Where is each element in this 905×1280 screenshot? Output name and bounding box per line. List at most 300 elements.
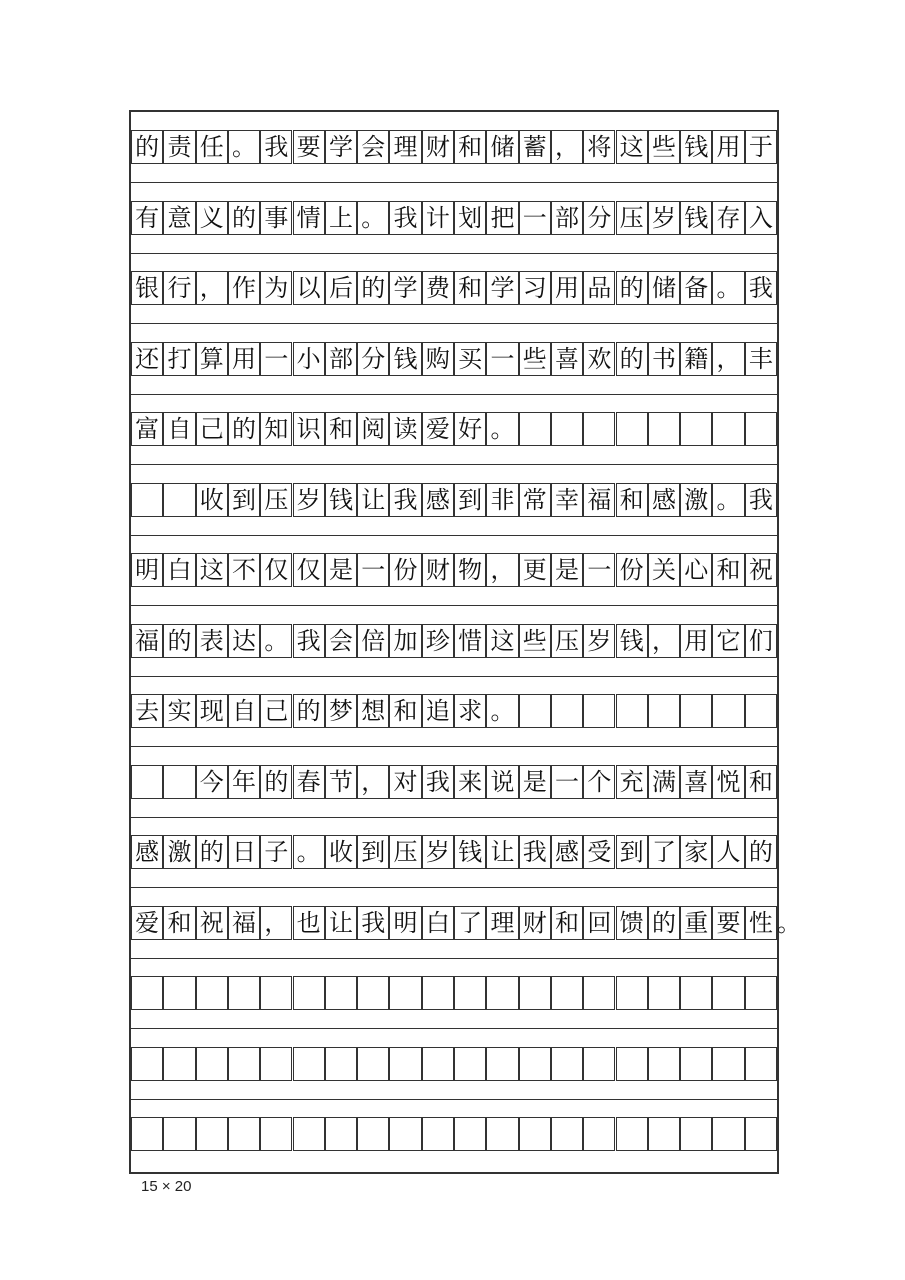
grid-cell: 部	[551, 201, 583, 235]
grid-cell: 这	[616, 130, 648, 164]
grid-cell	[648, 1117, 680, 1151]
grid-cell: 要	[293, 130, 325, 164]
grid-cell: 我	[357, 906, 389, 940]
grid-cell: 责	[163, 130, 195, 164]
grid-cell	[519, 1047, 551, 1081]
grid-cell: 关	[648, 553, 680, 587]
grid-cell: 小	[293, 342, 325, 376]
grid-cell: 感	[648, 483, 680, 517]
grid-cell: 到	[228, 483, 260, 517]
grid-cell: 算	[196, 342, 228, 376]
row-separator-line	[131, 182, 777, 183]
grid-cell	[131, 976, 163, 1010]
grid-cell: 来	[454, 765, 486, 799]
grid-cell: 知	[260, 412, 292, 446]
grid-cell: 任	[196, 130, 228, 164]
grid-cell	[745, 412, 777, 446]
grid-cell: 和	[389, 694, 421, 728]
grid-cell	[616, 976, 648, 1010]
grid-cell: 意	[163, 201, 195, 235]
grid-cell: 的	[228, 201, 260, 235]
grid-cell: 行	[163, 271, 195, 305]
grid-cell: 今	[196, 765, 228, 799]
grid-cell	[293, 976, 325, 1010]
grid-cell	[357, 1047, 389, 1081]
grid-cell	[325, 976, 357, 1010]
grid-cell: 学	[486, 271, 518, 305]
grid-cell	[389, 1117, 421, 1151]
grid-cell: 我	[745, 271, 777, 305]
grid-cell: 让	[486, 835, 518, 869]
grid-cell: 钱	[680, 201, 712, 235]
grid-cell: 感	[131, 835, 163, 869]
grid-cell: 压	[551, 624, 583, 658]
grid-cell: 也	[293, 906, 325, 940]
grid-size-label: 15 × 20	[141, 1178, 192, 1195]
grid-cell	[745, 1047, 777, 1081]
grid-cell: 馈	[616, 906, 648, 940]
grid-cell: 日	[228, 835, 260, 869]
grid-cell: 爱	[422, 412, 454, 446]
grid-cell	[519, 976, 551, 1010]
grid-cell: 我	[519, 835, 551, 869]
grid-cell	[131, 765, 163, 799]
grid-cell: 人	[712, 835, 744, 869]
grid-cell: 白	[163, 553, 195, 587]
grid-cell: 份	[389, 553, 421, 587]
grid-cell: 部	[325, 342, 357, 376]
grid-cell: 和	[163, 906, 195, 940]
row-separator-line	[131, 817, 777, 818]
grid-cell	[260, 1047, 292, 1081]
grid-cell: 珍	[422, 624, 454, 658]
grid-cell	[648, 976, 680, 1010]
grid-cell: 和	[712, 553, 744, 587]
grid-cell	[616, 1117, 648, 1151]
grid-cell: 和	[551, 906, 583, 940]
grid-cell: 自	[163, 412, 195, 446]
grid-cell: 物	[454, 553, 486, 587]
grid-cell: 我	[389, 201, 421, 235]
grid-cell: 。	[712, 271, 744, 305]
grid-cell: ，	[196, 271, 228, 305]
grid-cell: 更	[519, 553, 551, 587]
grid-cell: 入	[745, 201, 777, 235]
grid-cell: 用	[712, 130, 744, 164]
grid-cell	[616, 694, 648, 728]
grid-cell: 达	[228, 624, 260, 658]
grid-cell: 不	[228, 553, 260, 587]
grid-cell: 财	[422, 553, 454, 587]
grid-cell: 。	[357, 201, 389, 235]
row-separator-line	[131, 676, 777, 677]
grid-cell: 识	[293, 412, 325, 446]
grid-cell: 。	[712, 483, 744, 517]
grid-cell: 激	[163, 835, 195, 869]
grid-cell: 学	[389, 271, 421, 305]
grid-cell: 的	[260, 765, 292, 799]
grid-cell: 钱	[325, 483, 357, 517]
grid-cell: 岁	[293, 483, 325, 517]
grid-cell	[163, 1047, 195, 1081]
grid-cell: 对	[389, 765, 421, 799]
grid-cell: 了	[648, 835, 680, 869]
grid-cell: 钱	[454, 835, 486, 869]
grid-cell	[454, 1117, 486, 1151]
grid-cell: 子	[260, 835, 292, 869]
grid-cell	[454, 976, 486, 1010]
grid-cell: 储	[648, 271, 680, 305]
grid-cell: 我	[422, 765, 454, 799]
grid-cell: 表	[196, 624, 228, 658]
grid-cell	[583, 976, 615, 1010]
grid-cell: 为	[260, 271, 292, 305]
grid-cell: 一	[583, 553, 615, 587]
grid-cell	[680, 976, 712, 1010]
grid-cell: 祝	[196, 906, 228, 940]
grid-cell: 倍	[357, 624, 389, 658]
grid-cell: 存	[712, 201, 744, 235]
grid-cell	[745, 1117, 777, 1151]
grid-cell	[163, 1117, 195, 1151]
grid-cell: 己	[196, 412, 228, 446]
grid-cell	[325, 1117, 357, 1151]
grid-cell: 还	[131, 342, 163, 376]
grid-cell: 我	[260, 130, 292, 164]
grid-cell	[163, 483, 195, 517]
grid-cell	[745, 694, 777, 728]
grid-cell: 仅	[293, 553, 325, 587]
grid-cell: ，	[712, 342, 744, 376]
grid-cell: 一	[519, 201, 551, 235]
grid-cell	[196, 1117, 228, 1151]
grid-cell: 的	[357, 271, 389, 305]
grid-cell: 蓄	[519, 130, 551, 164]
grid-cell: 习	[519, 271, 551, 305]
grid-cell: 压	[616, 201, 648, 235]
grid-cell: 和	[325, 412, 357, 446]
grid-cell: 激	[680, 483, 712, 517]
grid-cell	[293, 1047, 325, 1081]
grid-cell: 性	[745, 906, 777, 940]
grid-cell	[745, 976, 777, 1010]
grid-cell: 作	[228, 271, 260, 305]
grid-cell: 一	[486, 342, 518, 376]
grid-cell: 财	[422, 130, 454, 164]
grid-cell: 划	[454, 201, 486, 235]
grid-cell	[583, 694, 615, 728]
grid-cell: 富	[131, 412, 163, 446]
grid-cell: 追	[422, 694, 454, 728]
grid-cell: 个	[583, 765, 615, 799]
grid-cell	[228, 1117, 260, 1151]
grid-cell: 梦	[325, 694, 357, 728]
grid-cell: 的	[131, 130, 163, 164]
grid-cell	[486, 1047, 518, 1081]
grid-cell: 学	[325, 130, 357, 164]
grid-cell	[680, 1117, 712, 1151]
grid-cell: 义	[196, 201, 228, 235]
grid-cell	[712, 412, 744, 446]
grid-cell: 钱	[616, 624, 648, 658]
grid-cell: 把	[486, 201, 518, 235]
grid-cell: 福	[131, 624, 163, 658]
grid-cell: 是	[551, 553, 583, 587]
grid-cell: 喜	[551, 342, 583, 376]
grid-cell: 丰	[745, 342, 777, 376]
grid-cell: 一	[260, 342, 292, 376]
grid-cell	[486, 1117, 518, 1151]
grid-cell: 书	[648, 342, 680, 376]
row-separator-line	[131, 1028, 777, 1029]
row-separator-line	[131, 958, 777, 959]
grid-cell: 受	[583, 835, 615, 869]
grid-cell: 幸	[551, 483, 583, 517]
grid-cell: 和	[454, 130, 486, 164]
grid-cell	[648, 1047, 680, 1081]
grid-cell: 到	[454, 483, 486, 517]
grid-cell: 了	[454, 906, 486, 940]
grid-cell: 财	[519, 906, 551, 940]
grid-cell: 加	[389, 624, 421, 658]
grid-cell: 钱	[389, 342, 421, 376]
grid-cell: 满	[648, 765, 680, 799]
grid-cell: 。	[486, 412, 518, 446]
grid-cell: 我	[389, 483, 421, 517]
grid-cell: 非	[486, 483, 518, 517]
grid-cell: 的	[616, 271, 648, 305]
grid-cell: 到	[616, 835, 648, 869]
grid-cell: 回	[583, 906, 615, 940]
grid-cell: 让	[357, 483, 389, 517]
grid-cell	[228, 1047, 260, 1081]
grid-cell	[422, 976, 454, 1010]
row-separator-line	[131, 253, 777, 254]
grid-cell	[551, 1047, 583, 1081]
grid-cell	[163, 976, 195, 1010]
grid-cell: 我	[745, 483, 777, 517]
grid-cell: 和	[454, 271, 486, 305]
grid-cell	[228, 976, 260, 1010]
grid-cell: 悦	[712, 765, 744, 799]
grid-cell: 储	[486, 130, 518, 164]
grid-cell: 情	[293, 201, 325, 235]
grid-cell: 收	[325, 835, 357, 869]
grid-cell: 和	[616, 483, 648, 517]
grid-cell	[583, 1047, 615, 1081]
grid-cell	[486, 976, 518, 1010]
grid-cell: 明	[131, 553, 163, 587]
grid-cell: 压	[389, 835, 421, 869]
grid-cell: 籍	[680, 342, 712, 376]
grid-cell: 祝	[745, 553, 777, 587]
grid-cell: 们	[745, 624, 777, 658]
grid-cell: 将	[583, 130, 615, 164]
grid-cell: 岁	[583, 624, 615, 658]
grid-cell	[260, 976, 292, 1010]
grid-cell: 是	[325, 553, 357, 587]
grid-cell	[680, 1047, 712, 1081]
grid-cell	[422, 1117, 454, 1151]
grid-cell: 打	[163, 342, 195, 376]
grid-cell	[583, 412, 615, 446]
grid-cell: 理	[486, 906, 518, 940]
grid-cell: 现	[196, 694, 228, 728]
grid-cell: 的	[228, 412, 260, 446]
row-separator-line	[131, 887, 777, 888]
row-separator-line	[131, 394, 777, 395]
grid-cell: 的	[648, 906, 680, 940]
grid-cell	[712, 694, 744, 728]
grid-cell: 常	[519, 483, 551, 517]
grid-cell: 欢	[583, 342, 615, 376]
grid-cell: 的	[745, 835, 777, 869]
grid-cell	[260, 1117, 292, 1151]
grid-cell	[163, 765, 195, 799]
grid-cell: 自	[228, 694, 260, 728]
grid-cell: 春	[293, 765, 325, 799]
grid-cell: 爱	[131, 906, 163, 940]
grid-cell: 会	[357, 130, 389, 164]
grid-cell	[196, 976, 228, 1010]
grid-cell	[551, 1117, 583, 1151]
grid-cell	[712, 1117, 744, 1151]
grid-cell: 银	[131, 271, 163, 305]
grid-cell	[616, 412, 648, 446]
grid-cell: 想	[357, 694, 389, 728]
grid-cell	[712, 976, 744, 1010]
grid-cell	[551, 412, 583, 446]
grid-cell: 家	[680, 835, 712, 869]
grid-cell	[648, 412, 680, 446]
grid-cell: 阅	[357, 412, 389, 446]
grid-cell: 说	[486, 765, 518, 799]
manuscript-grid	[129, 110, 801, 1174]
grid-cell: 明	[389, 906, 421, 940]
row-separator-line	[131, 464, 777, 465]
grid-cell: 实	[163, 694, 195, 728]
grid-cell: 它	[712, 624, 744, 658]
grid-cell: 理	[389, 130, 421, 164]
row-separator-line	[131, 535, 777, 536]
grid-cell	[712, 1047, 744, 1081]
grid-cell	[131, 1117, 163, 1151]
grid-cell	[196, 1047, 228, 1081]
grid-cell: 事	[260, 201, 292, 235]
grid-cell: 购	[422, 342, 454, 376]
grid-cell	[680, 694, 712, 728]
grid-cell	[519, 1117, 551, 1151]
grid-cell: 钱	[680, 130, 712, 164]
grid-cell: 以	[293, 271, 325, 305]
grid-cell: 仅	[260, 553, 292, 587]
grid-cell: 白	[422, 906, 454, 940]
grid-cell: 喜	[680, 765, 712, 799]
grid-cell	[357, 1117, 389, 1151]
grid-cell: 费	[422, 271, 454, 305]
grid-cell: 这	[196, 553, 228, 587]
grid-cell: 计	[422, 201, 454, 235]
grid-cell: 重	[680, 906, 712, 940]
grid-cell	[519, 694, 551, 728]
grid-cell: 感	[551, 835, 583, 869]
grid-cell: 份	[616, 553, 648, 587]
grid-cell: 。	[293, 835, 325, 869]
grid-cell: 用	[551, 271, 583, 305]
grid-cell: 用	[680, 624, 712, 658]
grid-cell: 感	[422, 483, 454, 517]
grid-cell	[680, 412, 712, 446]
grid-cell: 分	[357, 342, 389, 376]
grid-cell: 压	[260, 483, 292, 517]
grid-cell: 我	[293, 624, 325, 658]
grid-cell: ，	[357, 765, 389, 799]
grid-cell: 些	[519, 624, 551, 658]
grid-cell	[551, 976, 583, 1010]
grid-cell	[422, 1047, 454, 1081]
grid-cell	[519, 412, 551, 446]
grid-cell: 会	[325, 624, 357, 658]
grid-cell	[293, 1117, 325, 1151]
grid-cell: 用	[228, 342, 260, 376]
grid-cell	[389, 976, 421, 1010]
grid-cell: 要	[712, 906, 744, 940]
grid-cell: 一	[357, 553, 389, 587]
grid-cell: 。	[260, 624, 292, 658]
grid-cell: 的	[616, 342, 648, 376]
grid-cell: 一	[551, 765, 583, 799]
grid-cell	[357, 976, 389, 1010]
grid-cell: 。	[228, 130, 260, 164]
grid-cell: 求	[454, 694, 486, 728]
overflow-punctuation: 。	[777, 908, 801, 937]
grid-cell: 分	[583, 201, 615, 235]
grid-cell: 到	[357, 835, 389, 869]
grid-cell: 节	[325, 765, 357, 799]
grid-cell: ，	[260, 906, 292, 940]
grid-cell: 和	[745, 765, 777, 799]
grid-cell: 的	[196, 835, 228, 869]
grid-cell: 品	[583, 271, 615, 305]
grid-cell: ，	[486, 553, 518, 587]
grid-cell: 有	[131, 201, 163, 235]
grid-cell: 些	[648, 130, 680, 164]
grid-cell: ，	[551, 130, 583, 164]
grid-cell: 的	[293, 694, 325, 728]
row-separator-line	[131, 605, 777, 606]
grid-cell: 读	[389, 412, 421, 446]
grid-cell: 让	[325, 906, 357, 940]
grid-cell: 是	[519, 765, 551, 799]
grid-cell: 惜	[454, 624, 486, 658]
grid-cell	[648, 694, 680, 728]
grid-cell	[131, 1047, 163, 1081]
grid-cell: 己	[260, 694, 292, 728]
grid-cell: 年	[228, 765, 260, 799]
grid-cell: 买	[454, 342, 486, 376]
grid-cell: 后	[325, 271, 357, 305]
grid-cell: 些	[519, 342, 551, 376]
row-separator-line	[131, 746, 777, 747]
grid-cell: 上	[325, 201, 357, 235]
grid-cell: 福	[583, 483, 615, 517]
row-separator-line	[131, 323, 777, 324]
grid-cell	[389, 1047, 421, 1081]
grid-cell: 心	[680, 553, 712, 587]
grid-cell	[454, 1047, 486, 1081]
grid-cell: 岁	[648, 201, 680, 235]
grid-cell	[551, 694, 583, 728]
